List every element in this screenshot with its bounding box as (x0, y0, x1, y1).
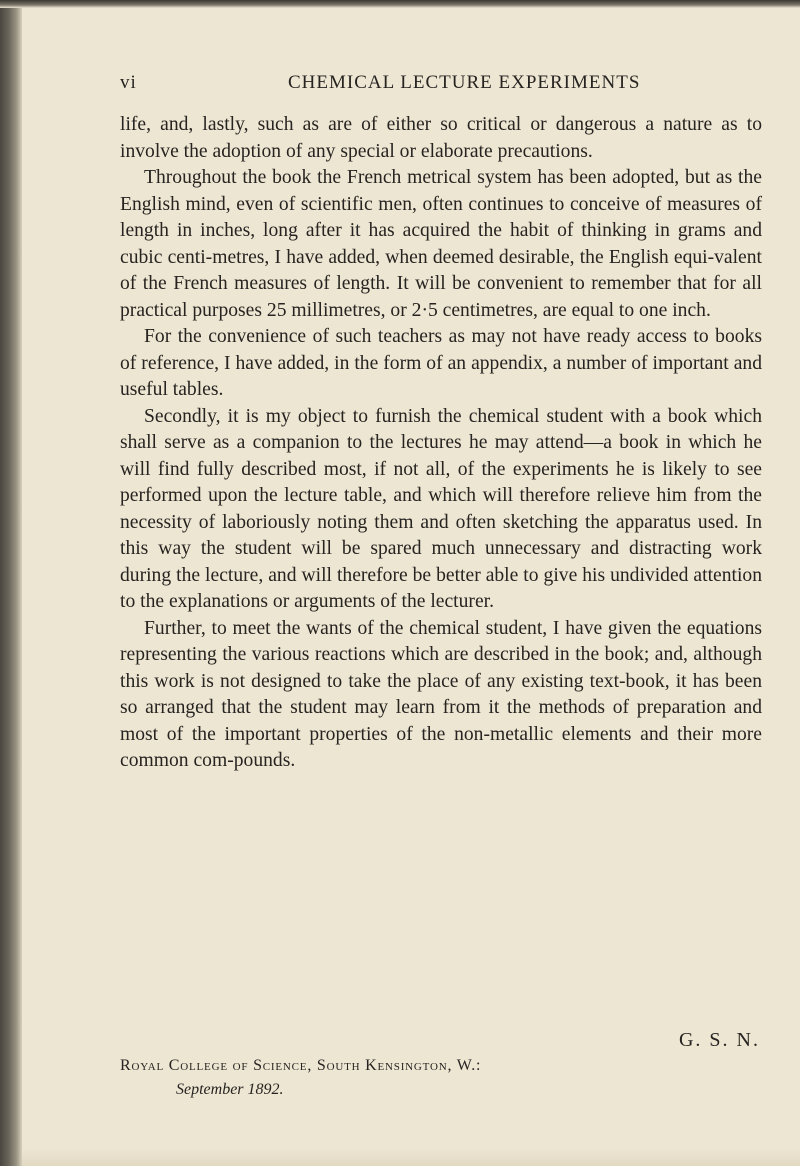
page-top-edge (0, 0, 800, 8)
preface-date-text: September 1892. (176, 1081, 284, 1098)
preface-date (176, 1081, 284, 1099)
page-number: vi (120, 72, 137, 93)
paragraph-3: For the convenience of such teachers as may not have ready access to books of reference, I have added, in the form of an appendix, a number of important and useful tables. (120, 326, 762, 400)
preface-body (120, 112, 762, 775)
paragraph-4: Secondly, it is my object to furnish the chemical student with a book which shall serve as a companion to the lectures he may attend—a book in which he will find fully described most, if not all, of the experiments he is likely to see performed upon the lecture table, and which will therefore relieve him from the necessity of laboriously noting them and often sketching the apparatus used. In this way the student will be spared much unnecessary and distracting work during the lecture, and will therefore be better able to give his undivided attention to the explanations or arguments of the lecturer. (120, 405, 762, 612)
paragraph-2: Throughout the book the French metrical system has been adopted, but as the English mind, even of scientific men, often continues to conceive of measures of length in inches, long after it has acquired the habit of thinking in grams and cubic centi-metres, I have added, when deemed desirable, the English equi-valent of the French measures of length. It will be convenient to remember that for all practical purposes 25 millimetres, or 2·5 centimetres, are equal to one inch. (120, 167, 762, 321)
author-initials: G. S. N. (678, 1029, 760, 1051)
paragraph-5: Further, to meet the wants of the chemical student, I have given the equations representing the various reactions which are described in the book; and, although this work is not designed to take the place of any existing text-book, it has been so arranged that the student may learn from it the methods of preparation and most of the important properties of the non-metallic elements and their more common com-pounds. (120, 617, 762, 771)
book-binding-edge (0, 0, 22, 1166)
author-address: Royal College of Science, South Kensington, W.: (120, 1057, 482, 1074)
paragraph-1: life, and, lastly, such as are of either so critical or dangerous a nature as to involve the adoption of any special or elaborate precautions. (120, 114, 762, 162)
running-title: CHEMICAL LECTURE EXPERIMENTS (288, 72, 641, 93)
page-bottom-shade (22, 1148, 800, 1166)
